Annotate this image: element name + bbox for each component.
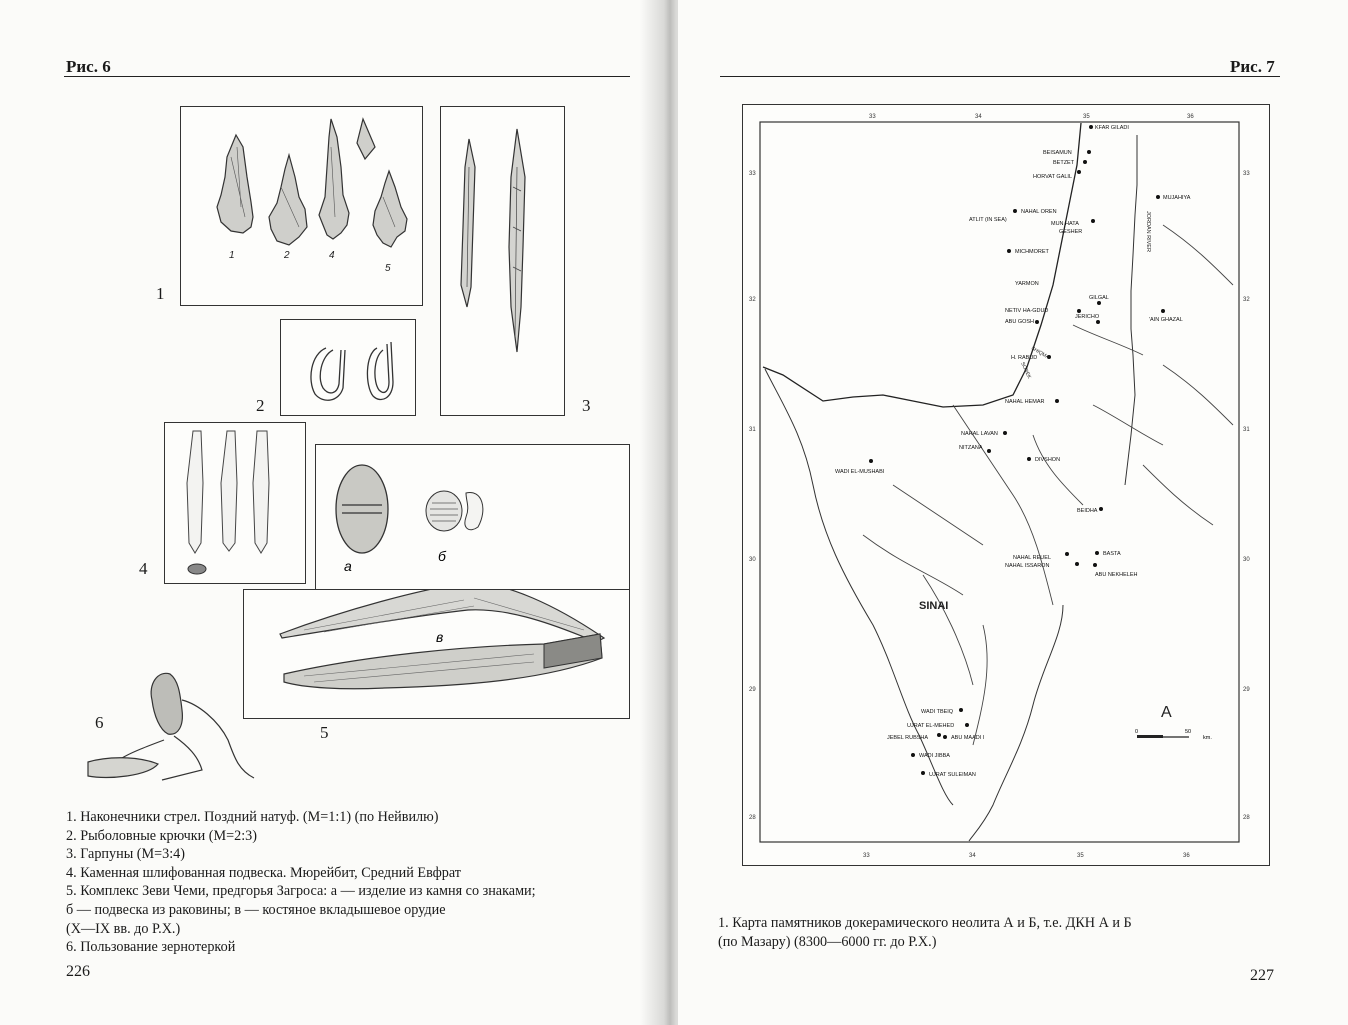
site-label: WADI TBEIQ <box>921 709 954 715</box>
bone-tools-drawing <box>244 590 629 718</box>
left-page <box>0 0 670 1025</box>
site-label: JERICHO <box>1075 314 1100 320</box>
site-label: NAHAL OREN <box>1021 209 1057 215</box>
longitude-tick: 33 <box>863 853 870 859</box>
fishhooks-drawing <box>281 320 415 415</box>
harpoons-drawing <box>441 107 564 415</box>
header-rule <box>720 76 1280 77</box>
site-label: WADI EL-MUSHABI <box>835 469 885 475</box>
longitude-tick: 36 <box>1187 114 1194 120</box>
header-rule <box>64 76 630 77</box>
caption-line: б — подвеска из раковины; в — костяное вкладышевое орудие <box>66 901 446 918</box>
site-label: JEBEL RUBSHA <box>887 735 929 741</box>
longitude-tick: 36 <box>1183 853 1190 859</box>
site-label: ATLIT (IN SEA) <box>969 217 1007 223</box>
caption-line: 3. Гарпуны (М=3:4) <box>66 846 185 863</box>
site-label: KFAR GILADI <box>1095 125 1129 131</box>
site-label: NETIV HA-GDUD <box>1005 308 1049 314</box>
site-label: NAHAL REUEL <box>1013 555 1052 561</box>
mediterranean-coastline <box>763 123 1081 407</box>
arrowheads-drawing <box>181 107 422 305</box>
figure-caption <box>66 808 626 957</box>
latitude-tick: 30 <box>1243 557 1250 563</box>
sinai-label: SINAI <box>919 600 949 612</box>
grinding-woman-drawing <box>78 660 268 790</box>
item-number: 6 <box>95 713 104 732</box>
latitude-tick: 29 <box>1243 687 1250 693</box>
site-labels <box>835 125 1191 778</box>
site-label: MUJAHIYA <box>1163 195 1191 201</box>
caption-line: 1. Наконечники стрел. Поздний натуф. (М=1:1) (по Нейвилю) <box>66 809 439 825</box>
figure-label: Рис. 7 <box>1230 57 1275 76</box>
site-label: 'AIN GHAZAL <box>1149 317 1183 323</box>
site-label: BEIDHA <box>1077 508 1098 514</box>
site-label: BETZET <box>1053 160 1075 166</box>
page-number: 227 <box>1250 967 1274 984</box>
site-label: NITZANA <box>959 445 983 451</box>
item-number: 3 <box>582 396 591 415</box>
longitude-tick: 35 <box>1077 853 1084 859</box>
site-label: MUN HATA <box>1051 221 1079 227</box>
caption-line: (по Мазару) (8300—6000 гг. до Р.Х.) <box>718 933 937 950</box>
site-label: GILGAL <box>1089 295 1109 301</box>
figure-box-arrowheads <box>180 106 423 306</box>
caption-line: 5. Комплекс Зеви Чеми, предгорья Загроса: а — изделие из камня со знаками; <box>66 883 536 900</box>
latitude-tick: 33 <box>1243 171 1250 177</box>
item-number: 2 <box>256 396 265 415</box>
figure-box-zawi-chemi <box>315 444 630 591</box>
scale-start: 0 <box>1135 729 1139 735</box>
north-arrow: A <box>1161 704 1172 721</box>
site-label: NAHAL LAVAN <box>961 431 998 437</box>
site-label: WADI JIBBA <box>919 753 950 759</box>
arrowhead-number: 2 <box>284 250 290 261</box>
latitude-tick: 28 <box>1243 815 1250 821</box>
sub-label-v: в <box>436 629 444 645</box>
sub-label-a: а <box>344 558 352 574</box>
figure-box-harpoons <box>440 106 565 416</box>
figure-box-bone-tools <box>243 589 630 719</box>
site-label: BEISAMUN <box>1043 150 1072 156</box>
site-label: BASTA <box>1103 551 1121 557</box>
latitude-tick: 31 <box>1243 427 1250 433</box>
caption-line: 6. Пользование зернотеркой <box>66 939 236 956</box>
site-label: UJRAT SULEIMAN <box>929 772 976 778</box>
site-label: HORVAT GALIL <box>1033 174 1073 180</box>
site-label: ABU NEKHELEH <box>1095 572 1138 578</box>
latitude-tick: 30 <box>749 557 756 563</box>
jordan-river-label: JORDAN RIVER <box>1145 211 1151 252</box>
zawi-chemi-drawing <box>316 445 629 590</box>
arrowhead-number: 5 <box>385 263 391 274</box>
scale-unit: km. <box>1203 735 1212 741</box>
jordan-river <box>1125 135 1137 485</box>
figure-box-fishhooks <box>280 319 416 416</box>
pendants-drawing <box>165 423 305 583</box>
caption-line: 1. Карта памятников докерамического неолита А и Б, т.е. ДКН А и Б <box>718 915 1132 931</box>
coast-label: SHIQMA <box>1030 345 1051 361</box>
site-label: ABU MAADI I <box>951 735 985 741</box>
caption-line: 2. Рыболовные крючки (М=2:3) <box>66 827 257 844</box>
site-map <box>743 105 1269 865</box>
site-label: DIVSHON <box>1035 457 1061 463</box>
latitude-tick: 31 <box>749 427 756 433</box>
site-label: NAHAL HEMAR <box>1005 399 1045 405</box>
gulf-of-aqaba-coast <box>969 605 1063 841</box>
arrowhead-number: 1 <box>229 250 235 261</box>
longitude-tick: 33 <box>869 114 876 120</box>
latitude-tick: 29 <box>749 687 756 693</box>
longitude-tick: 35 <box>1083 114 1090 120</box>
sub-label-b: б <box>438 548 446 564</box>
site-label: ABU GOSH <box>1005 319 1035 325</box>
figure-caption <box>718 914 1318 951</box>
item-number: 4 <box>139 559 148 578</box>
arrowhead-number: 4 <box>329 250 335 261</box>
latitude-tick: 32 <box>749 297 756 303</box>
item-number: 5 <box>320 723 329 742</box>
right-page <box>678 0 1348 1025</box>
site-label: NAHAL ISSARON <box>1005 563 1050 569</box>
site-label: MICHMORET <box>1015 249 1049 255</box>
caption-line: (X—IX вв. до Р.Х.) <box>66 920 181 937</box>
page-number: 226 <box>66 963 90 980</box>
latitude-tick: 28 <box>749 815 756 821</box>
figure-label: Рис. 6 <box>66 57 111 76</box>
site-label: UJRAT EL-MEHED <box>907 723 955 729</box>
longitude-tick: 34 <box>975 114 982 120</box>
map-frame <box>742 104 1270 866</box>
latitude-tick: 32 <box>1243 297 1250 303</box>
caption-line: 4. Каменная шлифованная подвеска. Мюрейбит, Средний Евфрат <box>66 864 462 881</box>
coast-label: SOREK <box>1019 361 1033 380</box>
site-label: H. RABUD <box>1011 355 1038 361</box>
latitude-tick: 33 <box>749 171 756 177</box>
scale-end: 50 <box>1185 729 1192 735</box>
site-label: YARMON <box>1015 281 1039 287</box>
longitude-tick: 34 <box>969 853 976 859</box>
figure-box-pendants <box>164 422 306 584</box>
item-number: 1 <box>156 284 165 303</box>
site-label: GESHER <box>1059 229 1083 235</box>
